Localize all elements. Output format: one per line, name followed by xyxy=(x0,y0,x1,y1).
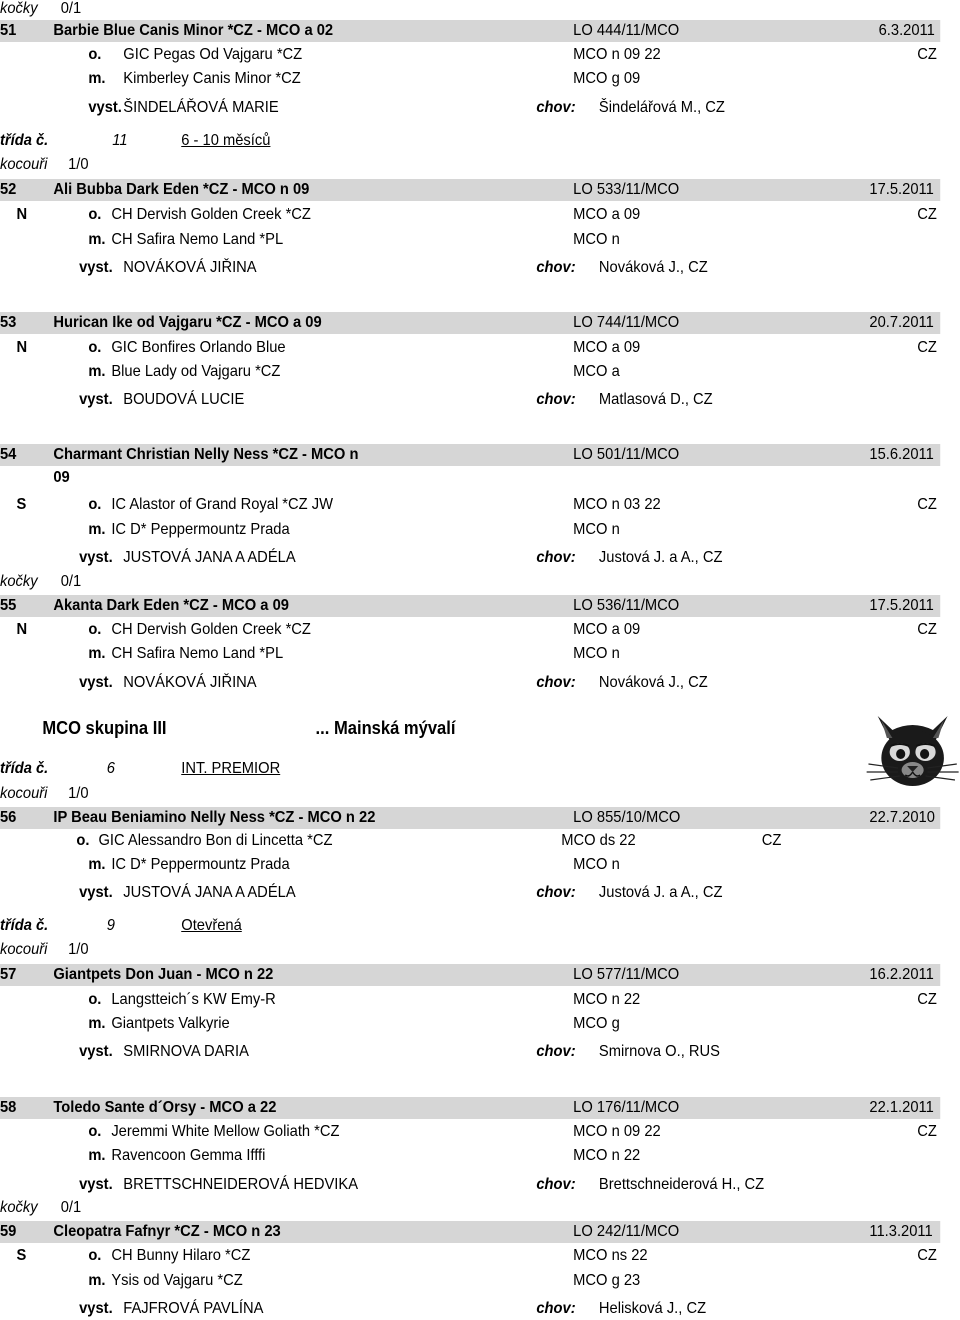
class-label: třída č. xyxy=(0,760,49,777)
exhibitor-name: JUSTOVÁ JANA A ADÉLA xyxy=(123,549,296,566)
father-code: MCO ns 22 xyxy=(573,1247,648,1264)
father-code: MCO a 09 xyxy=(573,206,641,223)
mother-code: MCO n 22 xyxy=(573,1147,641,1164)
group-title: MCO skupina III xyxy=(42,718,167,738)
entry-header xyxy=(0,1097,940,1119)
entry-header xyxy=(0,20,940,42)
father-country: CZ xyxy=(917,496,937,513)
father-name: GIC Alessandro Bon di Lincetta *CZ xyxy=(98,832,333,849)
breeder-name: Matlasová D., CZ xyxy=(598,391,713,408)
entry-name: Toledo Sante d´Orsy - MCO a 22 xyxy=(53,1099,277,1116)
entry-birthdate: 11.3.2011 xyxy=(869,1223,933,1240)
exhibitor-name: JUSTOVÁ JANA A ADÉLA xyxy=(123,884,296,901)
mother-label: m. xyxy=(88,1272,106,1289)
mother-name: Kimberley Canis Minor *CZ xyxy=(123,70,301,87)
entry-number: 54 xyxy=(0,446,17,463)
entry-registration: LO 536/11/MCO xyxy=(573,597,680,614)
mother-name: CH Safira Nemo Land *PL xyxy=(111,645,284,662)
entry-number: 52 xyxy=(0,181,17,198)
exhibitor-name: ŠINDELÁŘOVÁ MARIE xyxy=(123,99,279,116)
mother-name: IC D* Peppermountz Prada xyxy=(111,856,290,873)
mother-name: Ravencoon Gemma Ifffi xyxy=(111,1147,266,1164)
father-label: o. xyxy=(76,832,90,849)
class-number: 9 xyxy=(106,917,115,934)
females-count: 0/1 xyxy=(60,1199,82,1216)
class-name: INT. PREMIOR xyxy=(181,760,281,777)
entry-header xyxy=(0,595,940,617)
females-label: kočky xyxy=(0,0,38,17)
mother-code: MCO a xyxy=(573,363,620,380)
father-name: CH Dervish Golden Creek *CZ xyxy=(111,206,311,223)
exhibitor-name: NOVÁKOVÁ JIŘINA xyxy=(123,259,257,276)
entry-registration: LO 444/11/MCO xyxy=(573,22,680,39)
mother-label: m. xyxy=(88,521,106,538)
class-number: 6 xyxy=(106,760,115,777)
entry-name: Hurican Ike od Vajgaru *CZ - MCO a 09 xyxy=(53,314,322,331)
entry-registration: LO 501/11/MCO xyxy=(573,446,680,463)
father-country: CZ xyxy=(917,621,937,638)
entry-name: Barbie Blue Canis Minor *CZ - MCO a 02 xyxy=(53,22,334,39)
entry-name: Giantpets Don Juan - MCO n 22 xyxy=(53,966,274,983)
breeder-name: Šindelářová M., CZ xyxy=(598,99,725,116)
class-label: třída č. xyxy=(0,132,49,149)
father-country: CZ xyxy=(917,339,937,356)
exhibitor-name: BRETTSCHNEIDEROVÁ HEDVIKA xyxy=(123,1176,359,1193)
males-count: 1/0 xyxy=(68,785,89,802)
father-name: CH Dervish Golden Creek *CZ xyxy=(111,621,311,638)
mother-label: m. xyxy=(88,1015,106,1032)
exhibitor-label: vyst. xyxy=(79,1043,113,1060)
father-country: CZ xyxy=(917,46,937,63)
exhibitor-name: FAJFROVÁ PAVLÍNA xyxy=(123,1300,264,1317)
exhibitor-name: SMIRNOVA DARIA xyxy=(123,1043,249,1060)
exhibitor-label: vyst. xyxy=(79,1300,113,1317)
entry-number: 56 xyxy=(0,809,17,826)
father-name: IC Alastor of Grand Royal *CZ JW xyxy=(111,496,334,513)
entry-registration: LO 855/10/MCO xyxy=(573,809,681,826)
entry-number: 51 xyxy=(0,22,17,39)
entry-name: Akanta Dark Eden *CZ - MCO a 09 xyxy=(53,597,289,614)
father-name: GIC Bonfires Orlando Blue xyxy=(111,339,286,356)
entry-mark: N xyxy=(16,339,28,356)
father-label: o. xyxy=(88,991,102,1008)
breeder-label: chov: xyxy=(536,674,576,691)
breeder-label: chov: xyxy=(536,99,576,116)
class-number: 11 xyxy=(112,132,128,149)
father-country: CZ xyxy=(917,206,937,223)
entry-name: Ali Bubba Dark Eden *CZ - MCO n 09 xyxy=(53,181,310,198)
entry-name-continued: 09 xyxy=(53,469,70,486)
mother-label: m. xyxy=(88,1147,106,1164)
class-name: Otevřená xyxy=(181,917,242,934)
breeder-name: Brettschneiderová H., CZ xyxy=(598,1176,765,1193)
father-name: Langstteich´s KW Emy-R xyxy=(111,991,276,1008)
father-code: MCO n 03 22 xyxy=(573,496,661,513)
entry-mark: N xyxy=(16,621,28,638)
mother-name: Blue Lady od Vajgaru *CZ xyxy=(111,363,281,380)
mother-code: MCO n xyxy=(573,645,620,662)
father-code: MCO a 09 xyxy=(573,621,641,638)
entry-header xyxy=(0,444,940,466)
father-code: MCO n 09 22 xyxy=(573,46,661,63)
entry-birthdate: 6.3.2011 xyxy=(878,22,935,39)
exhibitor-label: vyst. xyxy=(79,674,113,691)
father-code: MCO ds 22 xyxy=(561,832,636,849)
exhibitor-label: vyst. xyxy=(79,884,113,901)
entry-number: 53 xyxy=(0,314,17,331)
breeder-label: chov: xyxy=(536,549,576,566)
mother-name: Ysis od Vajgaru *CZ xyxy=(111,1272,243,1289)
mother-code: MCO n xyxy=(573,856,620,873)
exhibitor-name: BOUDOVÁ LUCIE xyxy=(123,391,245,408)
mother-label: m. xyxy=(88,70,106,87)
mother-code: MCO n xyxy=(573,231,620,248)
entry-mark: S xyxy=(16,1247,27,1264)
entry-registration: LO 744/11/MCO xyxy=(573,314,680,331)
exhibitor-name: NOVÁKOVÁ JIŘINA xyxy=(123,674,257,691)
breeder-label: chov: xyxy=(536,884,576,901)
breed-name: ... Mainská mývalí xyxy=(315,718,456,738)
mother-code: MCO g 09 xyxy=(573,70,641,87)
breeder-label: chov: xyxy=(536,1043,576,1060)
breeder-name: Smirnova O., RUS xyxy=(598,1043,720,1060)
entry-number: 55 xyxy=(0,597,17,614)
cat-face-icon xyxy=(865,708,960,792)
entry-header xyxy=(0,179,940,201)
entry-header xyxy=(0,964,940,986)
breeder-name: Helisková J., CZ xyxy=(598,1300,707,1317)
mother-name: IC D* Peppermountz Prada xyxy=(111,521,290,538)
mother-label: m. xyxy=(88,231,106,248)
entry-name: Cleopatra Fafnyr *CZ - MCO n 23 xyxy=(53,1223,281,1240)
exhibitor-label: vyst. xyxy=(88,99,122,116)
entry-mark: N xyxy=(16,206,28,223)
father-name: GIC Pegas Od Vajgaru *CZ xyxy=(123,46,303,63)
exhibitor-label: vyst. xyxy=(79,549,113,566)
father-name: Jeremmi White Mellow Goliath *CZ xyxy=(111,1123,340,1140)
father-label: o. xyxy=(88,339,102,356)
entry-birthdate: 16.2.2011 xyxy=(869,966,934,983)
breeder-name: Nováková J., CZ xyxy=(598,674,708,691)
father-country: CZ xyxy=(917,991,937,1008)
entry-registration: LO 577/11/MCO xyxy=(573,966,680,983)
entry-name: IP Beau Beniamino Nelly Ness *CZ - MCO n 22 xyxy=(53,809,376,826)
females-count: 0/1 xyxy=(60,0,82,17)
entry-number: 59 xyxy=(0,1223,17,1240)
breeder-label: chov: xyxy=(536,1300,576,1317)
breeder-name: Justová J. a A., CZ xyxy=(598,549,723,566)
father-country: CZ xyxy=(917,1123,937,1140)
mother-name: CH Safira Nemo Land *PL xyxy=(111,231,284,248)
females-label: kočky xyxy=(0,573,38,590)
mother-label: m. xyxy=(88,856,106,873)
entry-name: Charmant Christian Nelly Ness *CZ - MCO n xyxy=(53,446,359,463)
entry-header xyxy=(0,1221,940,1243)
entry-header xyxy=(0,312,940,334)
father-label: o. xyxy=(88,1247,102,1264)
father-name: CH Bunny Hilaro *CZ xyxy=(111,1247,251,1264)
class-label: třída č. xyxy=(0,917,49,934)
entry-registration: LO 242/11/MCO xyxy=(573,1223,680,1240)
males-count: 1/0 xyxy=(68,941,89,958)
exhibitor-label: vyst. xyxy=(79,259,113,276)
father-label: o. xyxy=(88,496,102,513)
entry-birthdate: 17.5.2011 xyxy=(869,597,934,614)
breeder-label: chov: xyxy=(536,259,576,276)
females-count: 0/1 xyxy=(60,573,82,590)
breeder-name: Nováková J., CZ xyxy=(598,259,708,276)
entry-birthdate: 20.7.2011 xyxy=(869,314,934,331)
father-code: MCO n 22 xyxy=(573,991,641,1008)
father-label: o. xyxy=(88,1123,102,1140)
entry-birthdate: 22.1.2011 xyxy=(869,1099,934,1116)
exhibitor-label: vyst. xyxy=(79,1176,113,1193)
father-code: MCO a 09 xyxy=(573,339,641,356)
father-label: o. xyxy=(88,206,102,223)
entry-birthdate: 22.7.2010 xyxy=(869,809,935,826)
males-label: kocouři xyxy=(0,941,48,958)
mother-label: m. xyxy=(88,645,106,662)
mother-code: MCO n xyxy=(573,521,620,538)
mother-code: MCO g 23 xyxy=(573,1272,641,1289)
father-country: CZ xyxy=(761,832,782,849)
entry-registration: LO 176/11/MCO xyxy=(573,1099,680,1116)
entry-birthdate: 17.5.2011 xyxy=(869,181,934,198)
entry-number: 58 xyxy=(0,1099,17,1116)
exhibitor-label: vyst. xyxy=(79,391,113,408)
breeder-name: Justová J. a A., CZ xyxy=(598,884,723,901)
father-label: o. xyxy=(88,621,102,638)
entry-birthdate: 15.6.2011 xyxy=(869,446,934,463)
males-count: 1/0 xyxy=(68,156,89,173)
breeder-label: chov: xyxy=(536,1176,576,1193)
mother-label: m. xyxy=(88,363,106,380)
breeder-label: chov: xyxy=(536,391,576,408)
entry-number: 57 xyxy=(0,966,17,983)
mother-name: Giantpets Valkyrie xyxy=(111,1015,230,1032)
father-label: o. xyxy=(88,46,102,63)
males-label: kocouři xyxy=(0,785,48,802)
females-label: kočky xyxy=(0,1199,38,1216)
father-code: MCO n 09 22 xyxy=(573,1123,661,1140)
males-label: kocouři xyxy=(0,156,48,173)
mother-code: MCO g xyxy=(573,1015,620,1032)
entry-registration: LO 533/11/MCO xyxy=(573,181,680,198)
class-name: 6 - 10 měsíců xyxy=(181,132,271,149)
entry-mark: S xyxy=(16,496,27,513)
entry-header xyxy=(0,807,940,829)
father-country: CZ xyxy=(917,1247,937,1264)
